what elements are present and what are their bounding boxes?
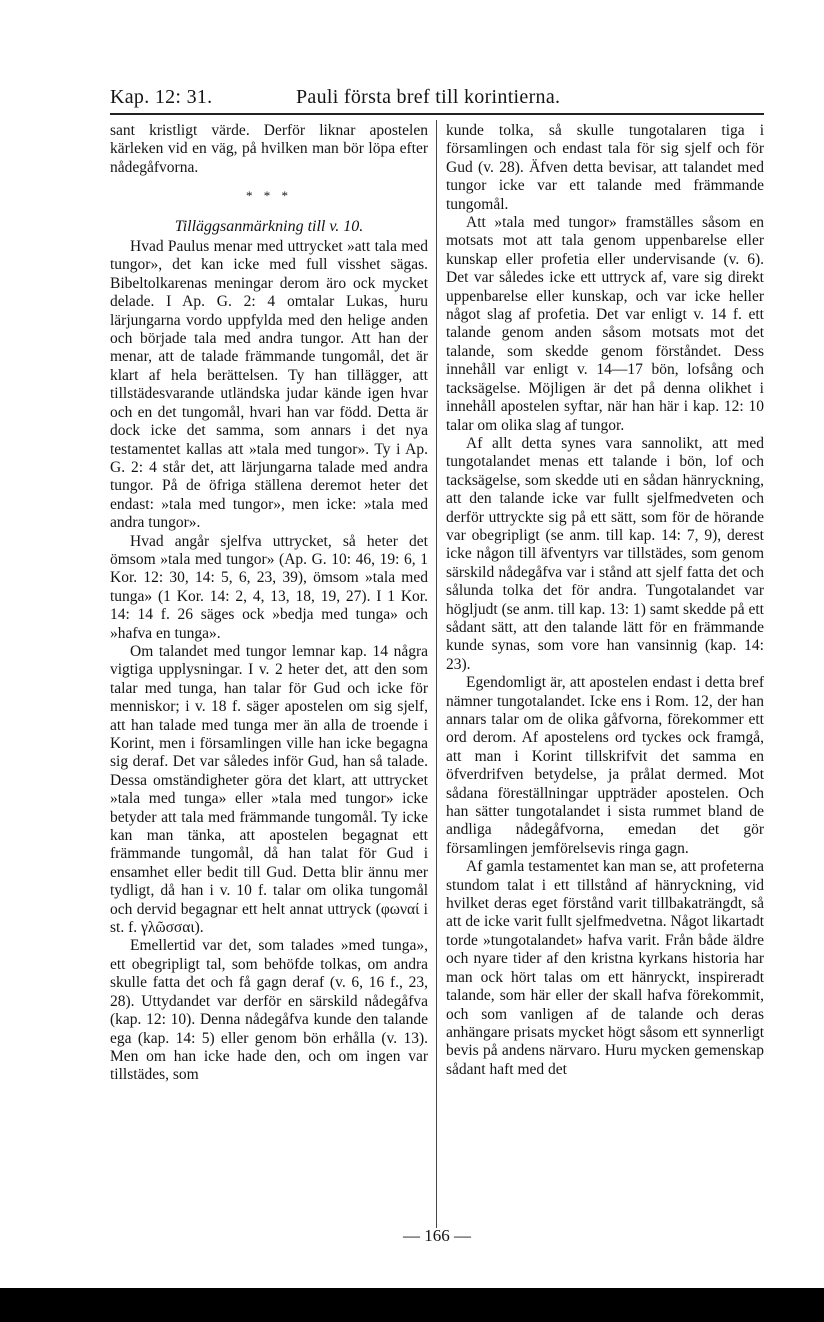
paragraph: kunde tolka, så skulle tungotalaren tiga i församlingen och endast tala för sig sjelf och för Gud (v. 28). Äfven detta bevisar, att talandet med tungor icke var ett talande med främmande tungomål. — [446, 122, 764, 213]
paragraph: Af gamla testamentet kan man se, att profeterna stundom talat i ett tillstånd af hänryckning, vid hvilket deras eget förstånd varit tillbakaträngdt, så att de icke varit fullt sjelfmedvetna. Något likartadt torde »tungotalandet» hafva varit. Från både äldre och nyare tider af den kristna kyrkans historia har man ock hört talas om ett hänryckt, inspireradt talande, som här eller der skall hafva förekommit, och som vanligen af de talande och deras anhängare prisats mycket högt såsom ett synnerligt bevis på andens närvaro. Huru mycken gemenskap sådant haft med det — [446, 858, 764, 1078]
intro-paragraph: sant kristligt värde. Derför liknar apostelen kärleken vid en väg, på hvilken man bör löpa efter nådegåfvorna. — [110, 122, 428, 176]
paragraph: Att »tala med tungor» framställes såsom en motsats mot att tala genom uppenbarelse eller kunskap eller profetia eller undervisande (v. 6). Det var således icke ett uttryck af, vare sig direkt uppenbarelse eller kunskap, och var icke heller något slag af profetia. Det var enligt v. 14 f. ett talande genom anden såsom motsats mot det talande, som skedde genom förståndet. Dess innehåll var enligt v. 14—17 bön, lofsång och tacksägelse. Möjligen är det på denna olikhet i innehåll apostelen syftar, när han här i kap. 12: 10 talar om olika slag af tungor. — [446, 214, 764, 434]
paragraph: Af allt detta synes vara sannolikt, att med tungotalandet menas ett talande i bön, lof och tacksägelse, som skedde uti en sådan hänryckning, att den talande icke var fullt sjelfmedveten och derför uttryckte sig på ett sätt, som för de hörande var obegripligt (se anm. till kap. 14: 7, 9), derest icke någon till äfventyrs var tillstädes, som genom särskild nådegåfva var i stånd att sjelf fatta det och sålunda tolka det för andra. Tungotalandet var högljudt (se anm. till kap. 13: 1) samt skedde på ett sådant sätt, att den talande lätt för en främmande kunde synas, som vore han vansinnig (kap. 14: 23). — [446, 434, 764, 673]
paragraph: Hvad Paulus menar med uttrycket »att tala med tungor», det kan icke med full visshet sägas. Bibeltolkarenas meningar derom äro ock mycket delade. I Ap. G. 2: 4 omtalar Lukas, huru lärjungarna vordo uppfylda med den helige anden och började tala med andra tungor. Att han der menar, att de talade främmande tungomål, det är klart af hela berättelsen. Ty han tillägger, att tillstädesvarande utländska judar kände igen hvar och en det tungomål, hvari han var född. Detta är dock icke det samma, som annars i det nya testamentet kallas att »tala med tungor». Ty i Ap. G. 2: 4 står det, att lärjungarna talade med andra tungor. På de öfriga ställena deremot heter det endast: »tala med tungor», men icke: »tala med andra tungor». — [110, 238, 428, 532]
paragraph: Om talandet med tungor lemnar kap. 14 några vigtiga upplysningar. I v. 2 heter det, att den som talar med tunga, han talar för Gud och icke för menniskor; i v. 18 f. säger apostelen om sig sjelf, att han talade med tunga mer än alla de troende i Korint, men i församlingen ville han icke begagna sig deraf. Det var således inför Gud, han så talade. Dessa omständigheter göra det klart, att uttrycket »tala med tunga» eller »tala med tungor» icke betyder att tala med främmande tungomål. Ty icke kan man tänka, att apostelen begagnat ett främmande tungomål, då han talat för Gud i ensamhet eller bedit till Gud. Detta blir ännu mer tydligt, då han i v. 10 f. talar om olika tungomål och dervid begagnar ett helt annat uttryck (φωναί i st. f. γλῶσσαι). — [110, 642, 428, 937]
paragraph: Hvad angår sjelfva uttrycket, så heter det ömsom »tala med tungor» (Ap. G. 10: 46, 19: 6, 1 Kor. 12: 30, 14: 5, 6, 23, 39), ömsom »tala med tunga» (1 Kor. 14: 2, 4, 13, 18, 19, 27). I 1 Kor. 14: 14 f. 26 säges ock »bedja med tunga» och »hafva en tunga». — [110, 532, 428, 642]
scan-border — [0, 1288, 824, 1322]
chapter-reference: Kap. 12: 31. — [110, 86, 213, 108]
page-header — [110, 86, 764, 112]
paragraph: Emellertid var det, som talades »med tunga», ett obegripligt tal, som behöfde tolkas, om andra skulle fatta det och få gagn deraf (v. 6, 16 f., 23, 28). Uttydandet var derför en särskild nådegåfva (kap. 12: 10). Denna nådegåfva kunde den talande ega (kap. 14: 5) eller genom bön erhålla (v. 13). Men om han icke hade den, och om ingen var tillstädes, som — [110, 937, 428, 1084]
header-rule — [110, 113, 764, 115]
column-divider — [436, 120, 437, 1228]
page-number: — 166 — — [403, 1226, 471, 1245]
section-separator: * * * — [246, 188, 292, 204]
right-column — [446, 122, 764, 1079]
running-title: Pauli första bref till korintierna. — [296, 86, 561, 108]
paragraph: Egendomligt är, att apostelen endast i detta bref nämner tungotalandet. Icke ens i Rom. 12, der han annars talar om de olika gåfvorna, förekommer ett ord derom. Af apostelens ord tyckes ock framgå, att man i Korint tillskrifvit det samma en öfverdrifven betydelse, ja prålat dermed. Mot sådana föreställningar uppträder apostelen. Och han sätter tungotalandet i sista rummet bland de andliga nådegåfvorna, emedan det gör församlingen jemförelsevis ringa gagn. — [446, 674, 764, 857]
left-column — [110, 122, 428, 1085]
section-heading: Tilläggsanmärkning till v. 10. — [174, 217, 364, 235]
